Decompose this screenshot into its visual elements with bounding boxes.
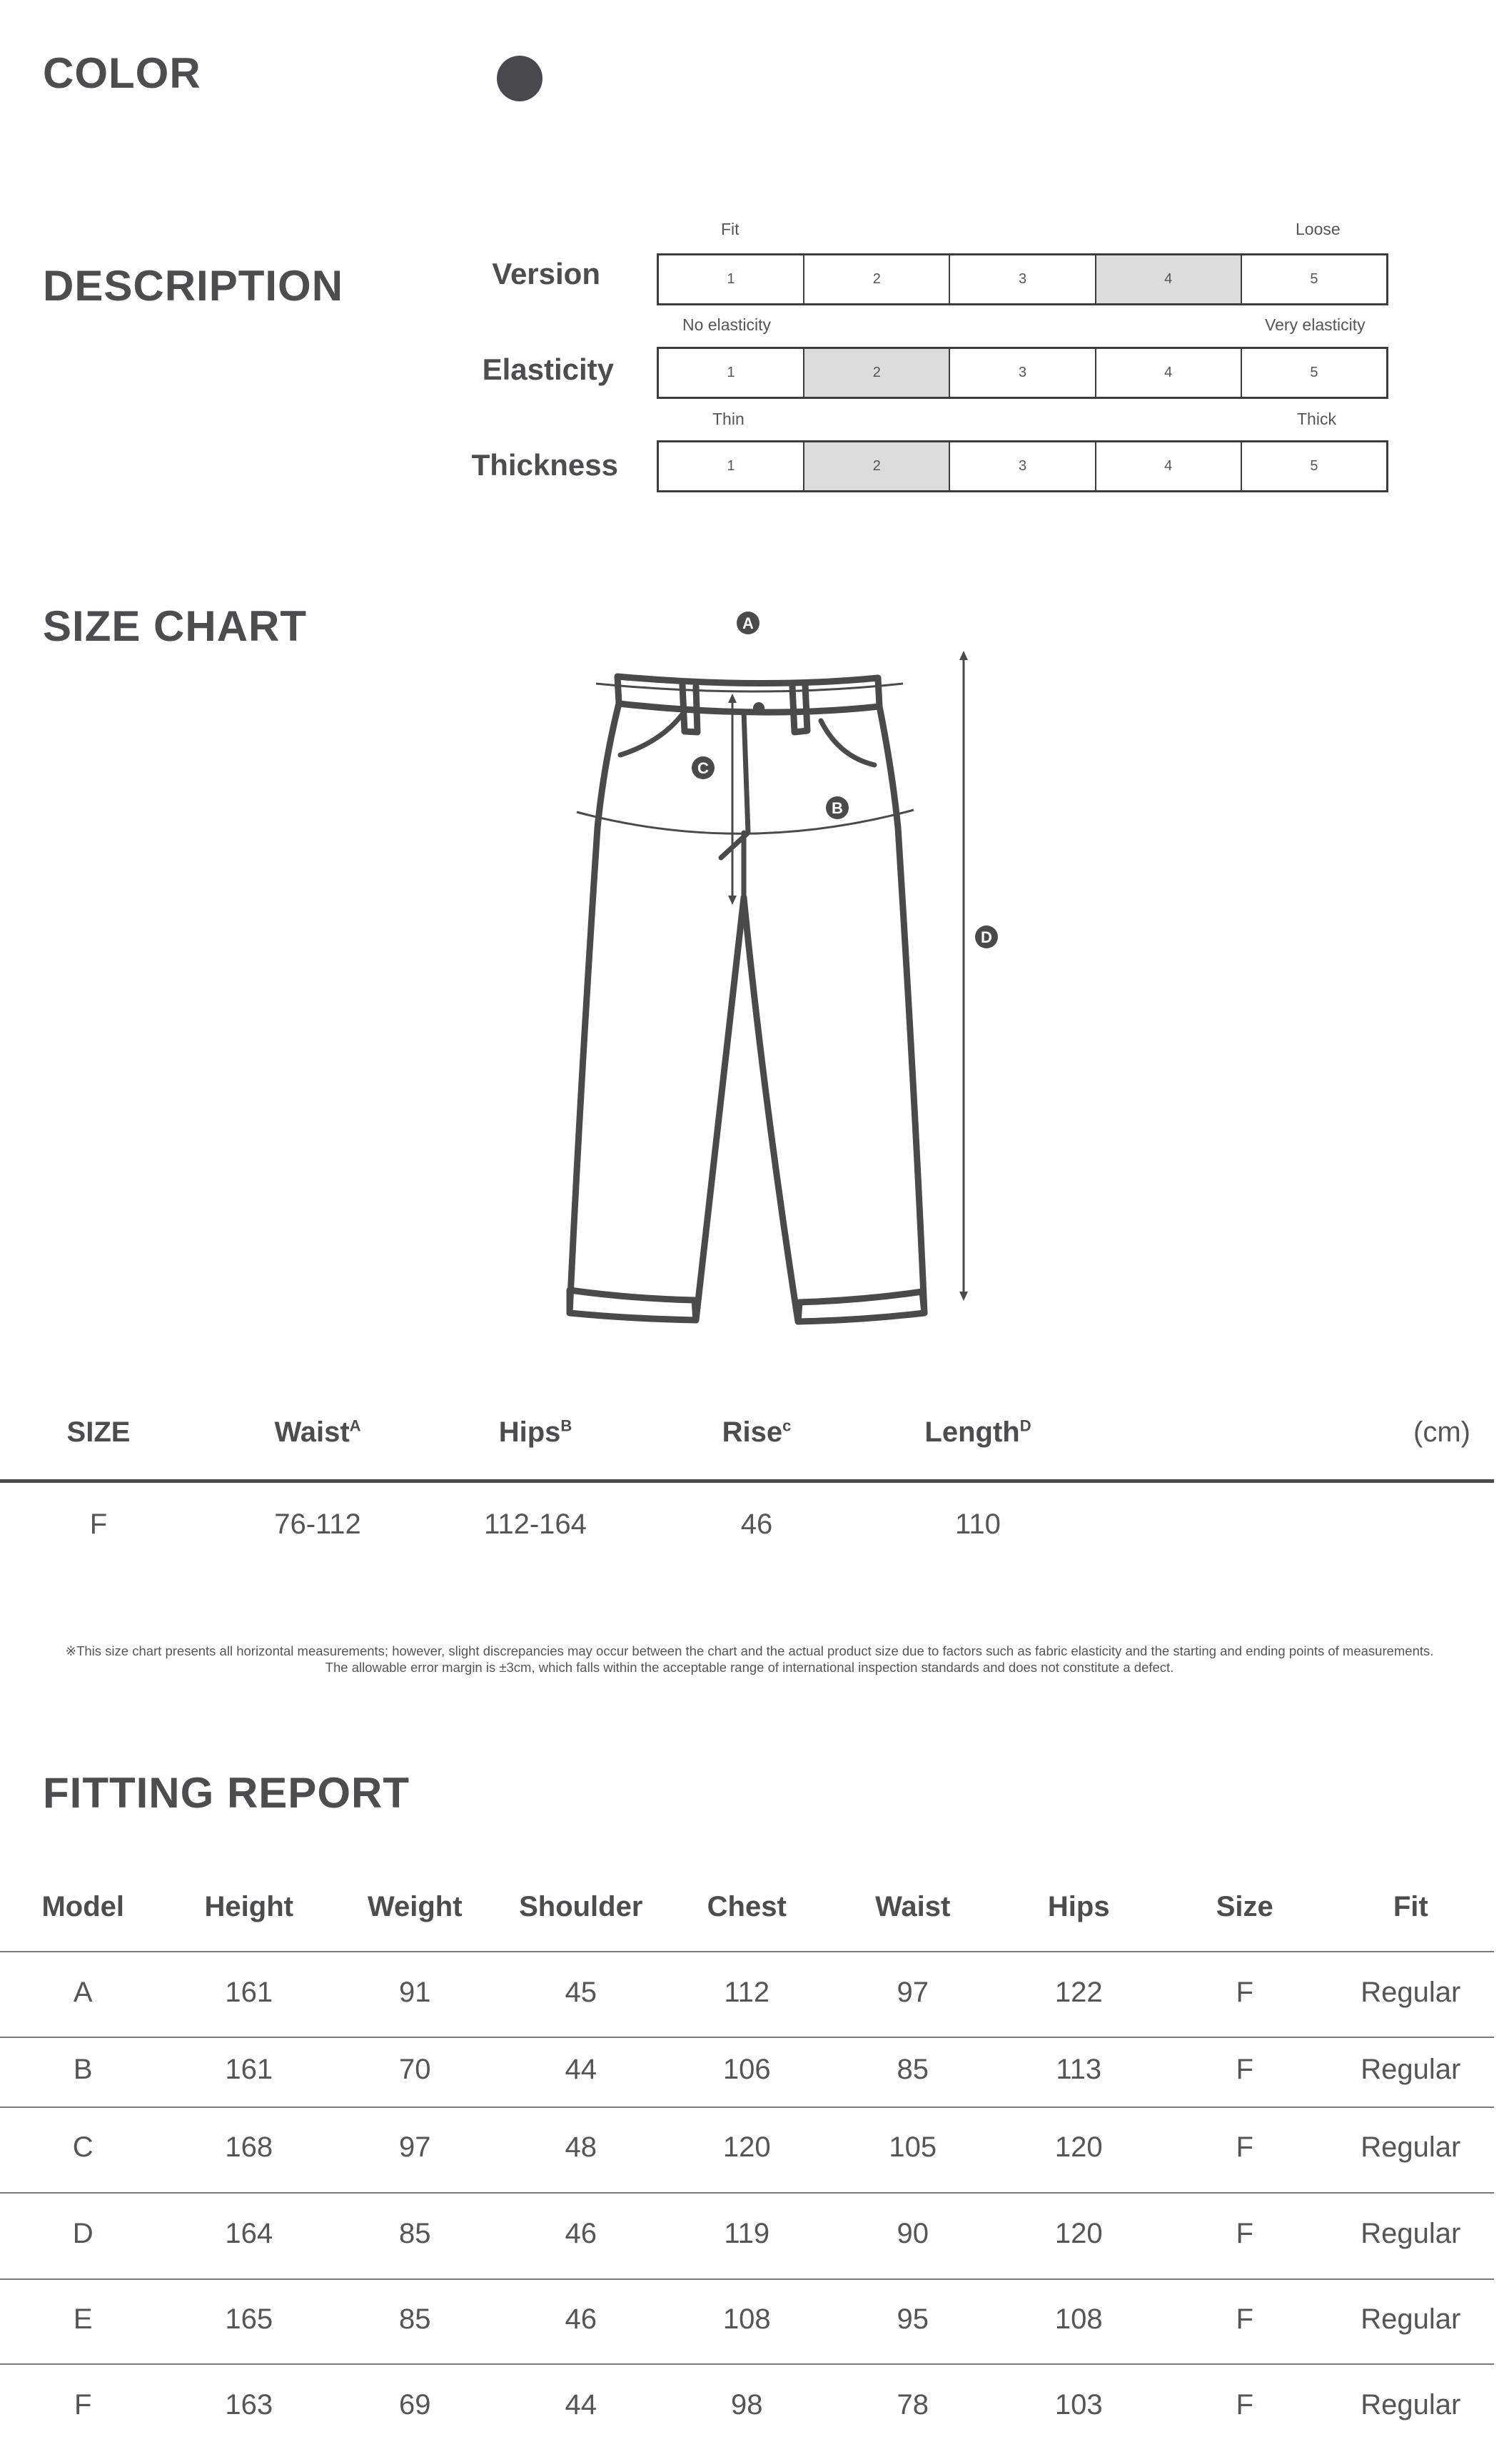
cell-size: F	[1236, 2303, 1253, 2335]
cell-shoulder: 45	[565, 1977, 597, 2008]
fitting-divider	[0, 2192, 1494, 2194]
cell-fit: Regular	[1361, 2054, 1461, 2085]
marker-b: B	[832, 799, 843, 817]
fitting-divider	[0, 2363, 1494, 2365]
elasticity-label: Elasticity	[482, 353, 614, 386]
version-right-hint: Loose	[1296, 220, 1341, 238]
cell-hips: 103	[1054, 2389, 1103, 2420]
cell-height: 163	[225, 2389, 273, 2420]
cell-hips: 122	[1054, 1977, 1103, 2008]
cell-hips: 108	[1054, 2303, 1103, 2335]
description-heading: DESCRIPTION	[43, 262, 344, 310]
fitting-divider	[0, 2037, 1494, 2038]
table-row	[0, 2389, 1494, 2421]
cell-chest: 108	[722, 2303, 771, 2335]
cell-shoulder: 48	[565, 2131, 597, 2163]
pants-waistband	[617, 676, 879, 712]
thickness-right-hint: Thick	[1297, 410, 1336, 428]
rise-arrow-head-top	[728, 694, 737, 703]
cell-waist: 95	[897, 2303, 929, 2335]
length-value: 110	[955, 1509, 1001, 1540]
length-arrow-head-bottom	[959, 1292, 968, 1301]
cell-weight: 91	[399, 1977, 431, 2008]
thickness-scale-1: 1	[659, 442, 804, 490]
table-row	[0, 1977, 1494, 2009]
cell-hips: 113	[1056, 2054, 1102, 2085]
waist-value: 76-112	[274, 1509, 361, 1540]
fitting-col-hips: Hips	[1047, 1891, 1110, 1922]
cell-shoulder: 44	[565, 2054, 597, 2085]
version-scale-2: 2	[804, 255, 950, 303]
cell-shoulder: 46	[565, 2218, 597, 2249]
cell-size: F	[1236, 2054, 1253, 2085]
cell-fit: Regular	[1361, 2389, 1461, 2420]
pants-button	[753, 702, 764, 714]
version-scale-3: 3	[950, 255, 1096, 303]
table-row	[0, 2131, 1494, 2164]
cell-size: F	[1236, 2389, 1253, 2420]
cell-height: 165	[225, 2303, 273, 2335]
length-col-header: Length$^D$	[924, 1416, 1031, 1448]
table-row	[0, 2218, 1494, 2250]
pants-right-hem	[798, 1292, 924, 1322]
cell-height: 164	[225, 2218, 273, 2249]
cell-waist: 85	[897, 2054, 929, 2085]
elasticity-scale	[657, 347, 1388, 399]
cell-model: A	[73, 1977, 93, 2008]
cell-weight: 97	[399, 2131, 431, 2163]
cell-height: 161	[225, 2054, 273, 2085]
length-arrow-head-top	[959, 651, 968, 660]
fitting-col-weight: Weight	[367, 1891, 463, 1922]
elasticity-scale-5: 5	[1310, 365, 1318, 380]
fitting-divider	[0, 2278, 1494, 2280]
cell-chest: 98	[731, 2389, 763, 2420]
pants-right-inseam	[744, 898, 798, 1322]
elasticity-scale-3: 3	[950, 349, 1096, 397]
version-scale-4: 4	[1096, 255, 1242, 303]
waist-col-header: Waist$^A$	[274, 1416, 361, 1448]
cell-shoulder: 46	[565, 2303, 597, 2335]
thickness-label: Thickness	[471, 448, 618, 482]
pants-diagram	[557, 599, 1028, 1334]
table-row	[0, 2054, 1494, 2086]
fitting-report-heading: FITTING REPORT	[43, 1769, 410, 1817]
thickness-scale-4: 4	[1096, 442, 1242, 490]
cell-model: B	[73, 2054, 93, 2085]
pants-left-hem	[570, 1290, 696, 1320]
fitting-divider	[0, 1951, 1494, 1952]
cell-chest: 106	[722, 2054, 771, 2085]
size-note-line2: The allowable error margin is ±3cm, which falls within the acceptable range of international inspection standards and does not constitute a defect.	[325, 1660, 1174, 1675]
cell-chest: 112	[724, 1977, 770, 2008]
elasticity-scale-2: 2	[804, 349, 950, 397]
cell-model: C	[72, 2131, 94, 2163]
elasticity-scale-4: 4	[1096, 349, 1242, 397]
version-left-hint: Fit	[721, 220, 740, 238]
rise-col-header: Rise$^c$	[722, 1416, 792, 1448]
cell-waist: 78	[897, 2389, 929, 2420]
cell-weight: 70	[399, 2054, 431, 2085]
cell-fit: Regular	[1361, 2131, 1461, 2163]
cell-waist: 90	[897, 2218, 929, 2249]
cell-weight: 85	[399, 2218, 431, 2249]
hips-value: 112-164	[484, 1509, 587, 1540]
elasticity-left-hint: No elasticity	[682, 315, 771, 334]
unit-label: (cm)	[1413, 1416, 1470, 1448]
size-col-header: SIZE	[66, 1416, 131, 1448]
cell-weight: 85	[399, 2303, 431, 2335]
fitting-col-model: Model	[41, 1891, 125, 1922]
cell-size: F	[1236, 2218, 1253, 2249]
cell-model: D	[72, 2218, 94, 2249]
cell-weight: 69	[399, 2389, 431, 2420]
fitting-col-shoulder: Shoulder	[519, 1891, 643, 1922]
elasticity-right-hint: Very elasticity	[1265, 315, 1366, 334]
cell-height: 168	[225, 2131, 273, 2163]
cell-hips: 120	[1054, 2218, 1103, 2249]
thickness-scale-3: 3	[950, 442, 1096, 490]
cell-shoulder: 44	[565, 2389, 597, 2420]
marker-d: D	[981, 928, 992, 946]
pants-left-pocket	[620, 715, 682, 755]
cell-waist: 97	[897, 1977, 929, 2008]
fitting-col-fit: Fit	[1393, 1891, 1428, 1922]
elasticity-scale-1: 1	[659, 349, 804, 397]
size-value: F	[89, 1509, 108, 1540]
version-scale	[657, 253, 1388, 305]
cell-waist: 105	[889, 2131, 937, 2163]
marker-c: C	[697, 759, 709, 777]
version-scale-1: 1	[659, 255, 804, 303]
cell-height: 161	[225, 1977, 273, 2008]
cell-hips: 120	[1054, 2131, 1103, 2163]
thickness-left-hint: Thin	[712, 410, 745, 428]
pants-right-outer-seam	[879, 706, 924, 1313]
pants-left-inseam	[696, 898, 744, 1320]
version-scale-5: 5	[1310, 271, 1318, 287]
rise-arrow-head-bottom	[728, 896, 737, 905]
size-note-line1: ※This size chart presents all horizontal measurements; however, slight discrepancies may occur between the chart and the actual product size due to factors such as fabric elasticity and the starting and ending points of measurements.	[65, 1643, 1434, 1658]
cell-fit: Regular	[1361, 2218, 1461, 2249]
fitting-col-size: Size	[1216, 1891, 1273, 1922]
cell-model: E	[73, 2303, 93, 2335]
cell-size: F	[1236, 2131, 1253, 2163]
hips-col-header: Hips$^B$	[498, 1416, 572, 1448]
pants-right-pocket	[821, 721, 874, 765]
cell-model: F	[74, 2389, 92, 2420]
cell-chest: 119	[724, 2218, 770, 2249]
fitting-divider	[0, 2106, 1494, 2108]
cell-size: F	[1236, 1977, 1253, 2008]
version-label: Version	[492, 257, 600, 290]
fitting-col-waist: Waist	[875, 1891, 951, 1922]
color-heading: COLOR	[43, 49, 201, 97]
fitting-header-row	[0, 1891, 1494, 1923]
marker-a: A	[742, 614, 754, 632]
pants-left-outer-seam	[570, 704, 619, 1313]
size-table-divider	[0, 1479, 1494, 1483]
thickness-scale-5: 5	[1310, 458, 1318, 474]
thickness-scale-2: 2	[804, 442, 950, 490]
color-swatch[interactable]	[497, 56, 542, 101]
fitting-col-height: Height	[204, 1891, 293, 1922]
cell-chest: 120	[722, 2131, 771, 2163]
cell-fit: Regular	[1361, 1977, 1461, 2008]
size-chart-heading: SIZE CHART	[43, 602, 307, 650]
table-row	[0, 2303, 1494, 2336]
cell-fit: Regular	[1361, 2303, 1461, 2335]
fitting-col-chest: Chest	[707, 1891, 787, 1922]
thickness-scale	[657, 440, 1388, 492]
rise-value: 46	[740, 1509, 773, 1540]
